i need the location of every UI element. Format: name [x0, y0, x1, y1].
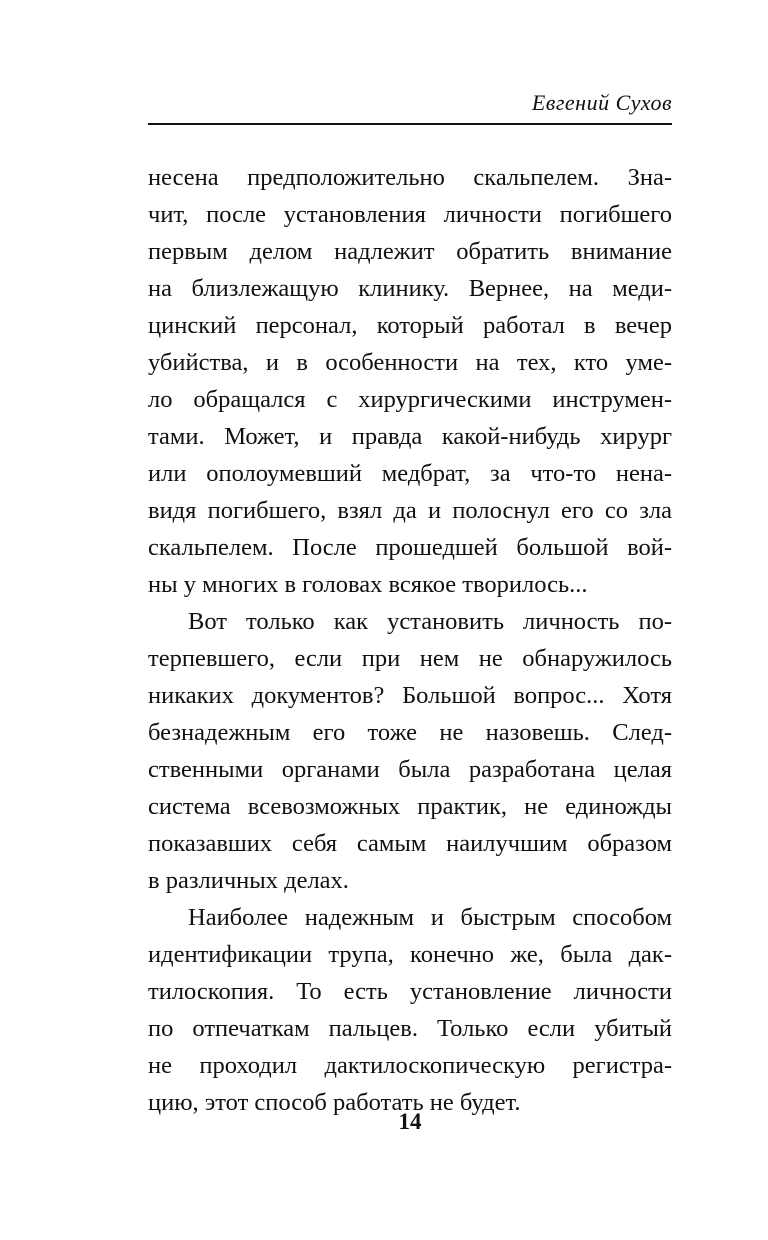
- text-line: не проходил дактилоскопическую регистра-: [148, 1052, 672, 1079]
- text-line: ственными органами была разработана целая: [148, 756, 672, 783]
- text-line: тилоскопия. То есть установление личности: [148, 978, 672, 1005]
- text-line: показавших себя самым наилучшим образом: [148, 830, 672, 857]
- text-line: цию, этот способ работать не будет.: [148, 1089, 521, 1116]
- text-line: идентификации трупа, конечно же, была дак-: [148, 941, 672, 968]
- text-line: безнадежным его тоже не назовешь. След-: [148, 719, 672, 746]
- text-line: Вот только как установить личность по-: [188, 608, 672, 635]
- header-rule: [148, 123, 672, 125]
- text-line: скальпелем. После прошедшей большой вой-: [148, 534, 672, 561]
- text-line: на близлежащую клинику. Вернее, на меди-: [148, 275, 672, 302]
- text-line: видя погибшего, взял да и полоснул его со зла: [148, 497, 672, 524]
- text-line: несена предположительно скальпелем. Зна-: [148, 164, 672, 191]
- text-line: тами. Может, и правда какой-нибудь хирург: [148, 423, 672, 450]
- text-line: терпевшего, если при нем не обнаружилось: [148, 645, 672, 672]
- text-line: первым делом надлежит обратить внимание: [148, 238, 672, 265]
- text-line: цинский персонал, который работал в вечер: [148, 312, 672, 339]
- text-line: никаких документов? Большой вопрос... Хотя: [148, 682, 672, 709]
- page-body: [148, 159, 672, 1121]
- text-line: ны у многих в головах всякое творилось...: [148, 571, 588, 598]
- page-number: 14: [398, 1109, 422, 1134]
- running-head-author: Евгений Сухов: [531, 90, 672, 115]
- text-line: убийства, и в особенности на тех, кто уме-: [148, 349, 672, 376]
- text-line: ло обращался с хирургическими инструмен-: [148, 386, 672, 413]
- text-line: в различных делах.: [148, 867, 349, 894]
- text-line: система всевозможных практик, не единожды: [148, 793, 672, 820]
- text-line: Наиболее надежным и быстрым способом: [188, 904, 672, 931]
- text-line: или ополоумевший медбрат, за что-то нена-: [148, 460, 672, 487]
- text-line: чит, после установления личности погибшего: [148, 201, 672, 228]
- text-line: по отпечаткам пальцев. Только если убитый: [148, 1015, 672, 1042]
